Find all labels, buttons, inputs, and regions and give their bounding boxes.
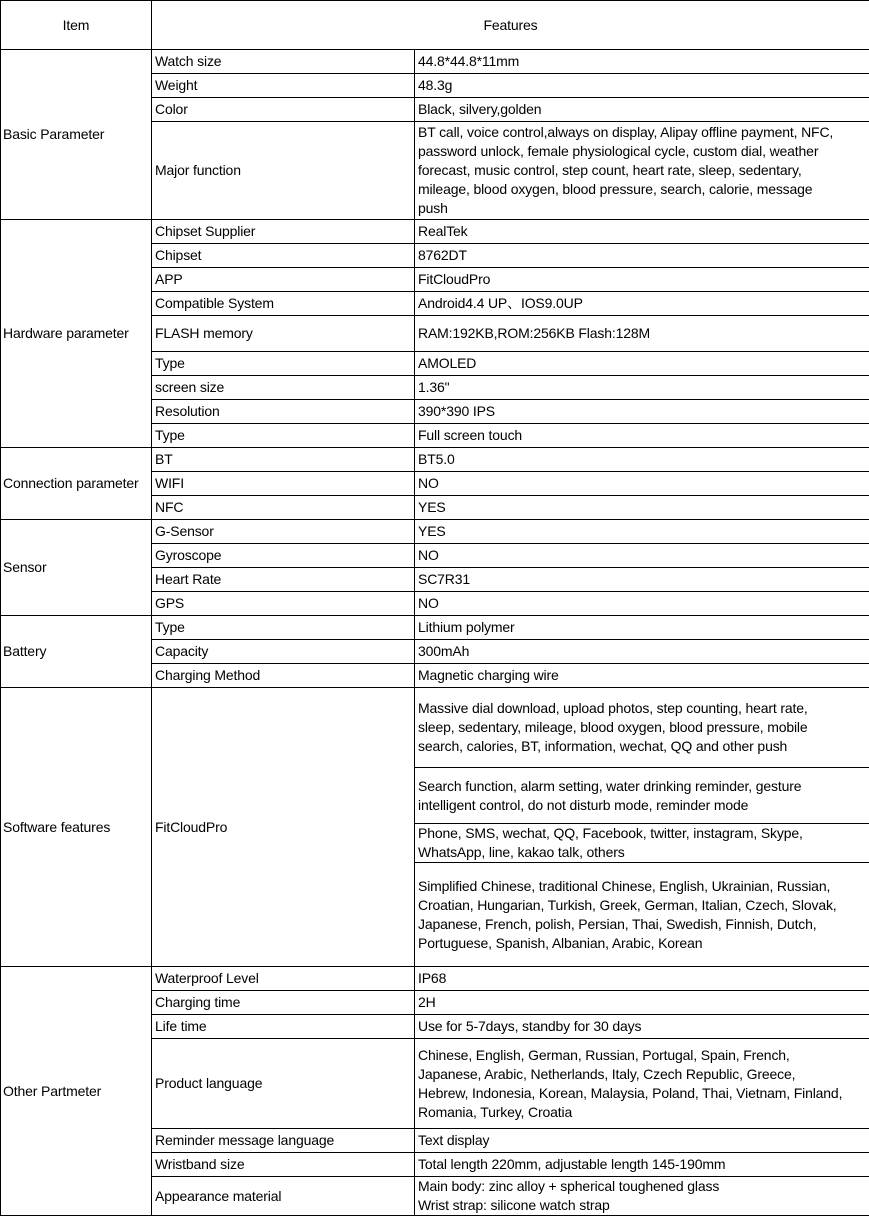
parameter-label: Color [152,98,415,122]
parameter-value: BT5.0 [415,448,869,472]
parameter-label: Compatible System [152,292,415,316]
parameter-value: 390*390 IPS [415,400,869,424]
parameter-label: Charging Method [152,664,415,688]
parameter-label: Reminder message language [152,1129,415,1153]
parameter-label: Product language [152,1039,415,1129]
header-features: Features [152,1,869,50]
parameter-label: Wristband size [152,1153,415,1177]
table-row [1,688,869,768]
parameter-value: Text display [415,1129,869,1153]
parameter-label: Weight [152,74,415,98]
header-row [1,1,869,50]
table-row [1,220,869,244]
table-row [1,520,869,544]
parameter-label: Type [152,616,415,640]
parameter-value: Magnetic charging wire [415,664,869,688]
parameter-value: Lithium polymer [415,616,869,640]
parameter-label: BT [152,448,415,472]
section-name: Software features [1,688,152,967]
parameter-value: Use for 5-7days, standby for 30 days [415,1015,869,1039]
parameter-value: Total length 220mm, adjustable length 145-190mm [415,1153,869,1177]
parameter-label: FLASH memory [152,316,415,352]
parameter-label: Charging time [152,991,415,1015]
section-name: Other Partmeter [1,967,152,1216]
parameter-label: G-Sensor [152,520,415,544]
parameter-value: 1.36" [415,376,869,400]
parameter-label: Type [152,424,415,448]
section-name: Hardware parameter [1,220,152,448]
header-item: Item [1,1,152,50]
parameter-value: Main body: zinc alloy + spherical toughened glass Wrist strap: silicone watch strap [415,1177,869,1216]
parameter-label: FitCloudPro [152,688,415,967]
section-name: Basic Parameter [1,50,152,220]
table-row [1,50,869,74]
parameter-value: AMOLED [415,352,869,376]
parameter-label: WIFI [152,472,415,496]
parameter-label: Waterproof Level [152,967,415,991]
parameter-value: YES [415,496,869,520]
parameter-label: APP [152,268,415,292]
parameter-label: NFC [152,496,415,520]
parameter-label: Gyroscope [152,544,415,568]
table-row [1,616,869,640]
section-name: Sensor [1,520,152,616]
parameter-label: screen size [152,376,415,400]
parameter-label: Appearance material [152,1177,415,1216]
table-row [1,967,869,991]
parameter-value: Massive dial download, upload photos, step counting, heart rate, sleep, sedentary, mileage, blood oxygen, blood pressure, mobile search, calories, BT, information, wechat, QQ and other push [415,688,869,768]
parameter-value: SC7R31 [415,568,869,592]
parameter-value: 48.3g [415,74,869,98]
parameter-value: NO [415,472,869,496]
parameter-value: YES [415,520,869,544]
parameter-label: Resolution [152,400,415,424]
parameter-value: Full screen touch [415,424,869,448]
parameter-value: NO [415,544,869,568]
parameter-value: Search function, alarm setting, water drinking reminder, gesture intelligent control, do not disturb mode, reminder mode [415,768,869,824]
section-name: Connection parameter [1,448,152,520]
parameter-value: Phone, SMS, wechat, QQ, Facebook, twitter, instagram, Skype, WhatsApp, line, kakao talk, others [415,824,869,863]
parameter-value: Black, silvery,golden [415,98,869,122]
parameter-value: 2H [415,991,869,1015]
table-row [1,448,869,472]
parameter-value: Chinese, English, German, Russian, Portugal, Spain, French, Japanese, Arabic, Netherlands, Italy, Czech Republic, Greece, Hebrew, Indonesia, Korean, Malaysia, Poland, Thai, Vietnam, Finland, Romania, Turkey, Croatia [415,1039,869,1129]
parameter-label: Life time [152,1015,415,1039]
section-name: Battery [1,616,152,688]
parameter-value: 44.8*44.8*11mm [415,50,869,74]
parameter-label: GPS [152,592,415,616]
parameter-value: NO [415,592,869,616]
parameter-label: Watch size [152,50,415,74]
parameter-label: Chipset Supplier [152,220,415,244]
parameter-label: Chipset [152,244,415,268]
parameter-value: RealTek [415,220,869,244]
parameter-value: Android4.4 UP、IOS9.0UP [415,292,869,316]
parameter-label: Type [152,352,415,376]
parameter-value: Simplified Chinese, traditional Chinese, English, Ukrainian, Russian, Croatian, Hungarian, Turkish, Greek, German, Italian, Czech, Slovak, Japanese, French, polish, Persian, Thai, Swedish, Finnish, Dutch, Portuguese, Spanish, Albanian, Arabic, Korean [415,863,869,967]
parameter-label: Heart Rate [152,568,415,592]
parameter-value: IP68 [415,967,869,991]
parameter-value: 300mAh [415,640,869,664]
parameter-label: Capacity [152,640,415,664]
parameter-value: 8762DT [415,244,869,268]
parameter-value: FitCloudPro [415,268,869,292]
parameter-value: BT call, voice control,always on display, Alipay offline payment, NFC, password unlock, female physiological cycle, custom dial, weather forecast, music control, step count, heart rate, sleep, sedentary, mileage, blood oxygen, blood pressure, search, calorie, message push [415,122,869,220]
parameter-value: RAM:192KB,ROM:256KB Flash:128M [415,316,869,352]
parameter-label: Major function [152,122,415,220]
